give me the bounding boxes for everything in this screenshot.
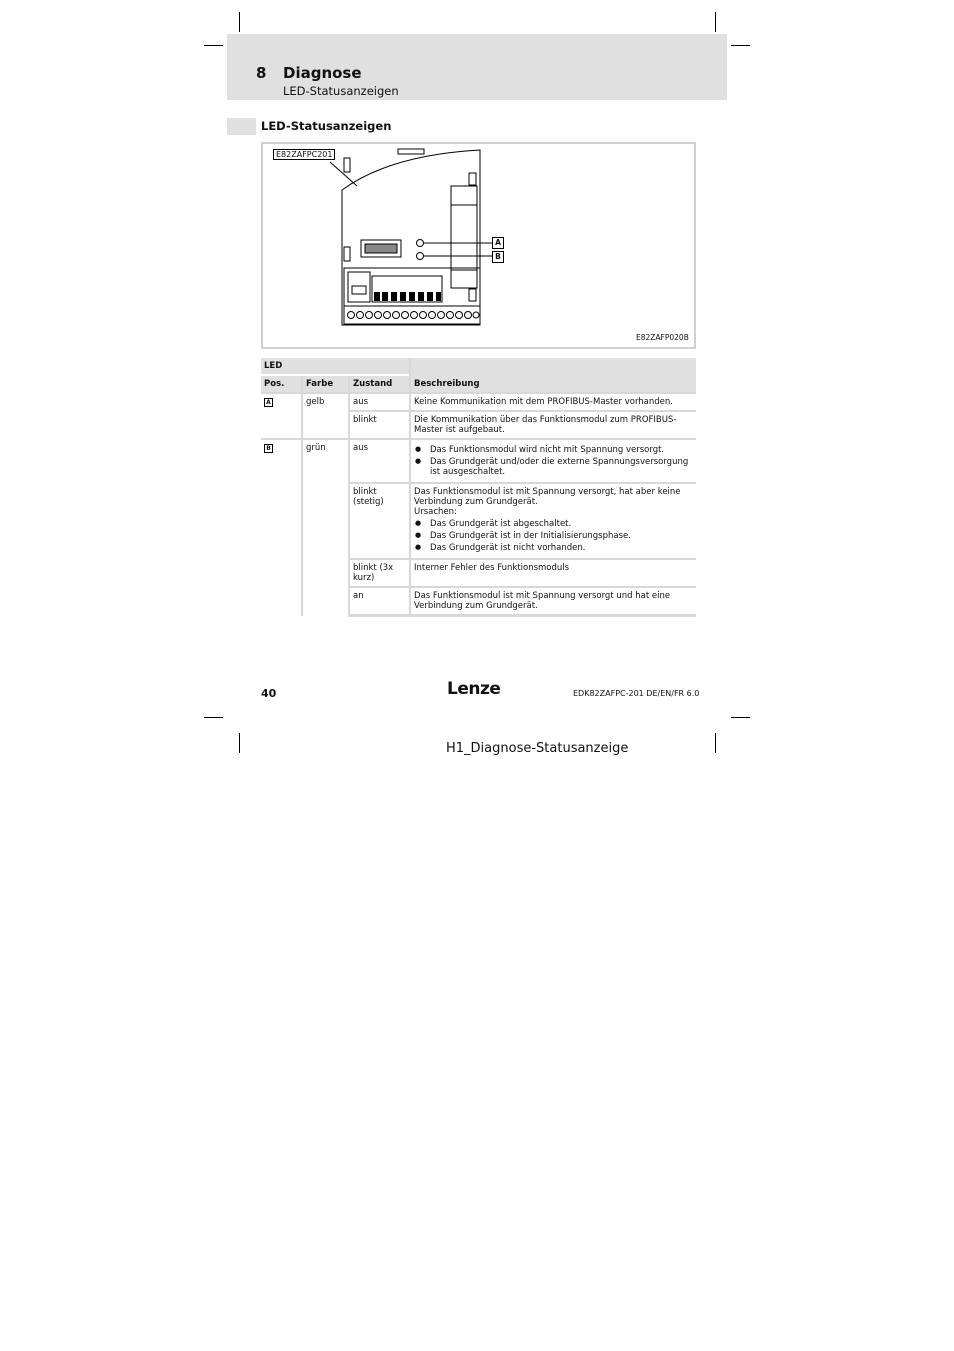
side-clip-mid	[344, 247, 350, 261]
table-group-header: LED	[261, 358, 410, 375]
latch-bottom	[469, 289, 476, 301]
lenze-logo: Lenze	[447, 679, 501, 699]
device-label: E82ZAFPC201	[273, 149, 335, 160]
page-number: 40	[261, 687, 277, 700]
zustand-cell: blinkt	[349, 411, 410, 439]
farbe-cell: grün	[302, 439, 349, 616]
column-header-pos: Pos.	[261, 375, 302, 393]
zustand-cell: blinkt (stetig)	[349, 483, 410, 559]
zustand-cell: aus	[349, 439, 410, 483]
led-a	[417, 240, 424, 247]
table-row	[261, 439, 696, 483]
zustand-cell: an	[349, 587, 410, 616]
side-clip-top	[344, 158, 350, 172]
bullet-item: ● Das Funktionsmodul wird nicht mit Spannung versorgt.	[414, 445, 693, 455]
top-tab	[398, 149, 424, 154]
chapter-number: 8	[256, 64, 267, 82]
column-header-zustand: Zustand	[349, 375, 410, 393]
crop-mark	[731, 717, 750, 718]
page-caption: H1_Diagnose-Statusanzeige	[446, 741, 629, 756]
chapter-subtitle: LED-Statusanzeigen	[283, 84, 399, 98]
callout-b: B	[492, 251, 504, 263]
column-header-beschreibung: Beschreibung	[410, 358, 696, 393]
bullet-item: ● Das Grundgerät und/oder die externe Spannungsversorgung ist ausgeschaltet.	[414, 457, 693, 477]
led-status-table	[261, 358, 696, 617]
latch-top	[469, 173, 476, 185]
causes-label: Ursachen:	[414, 507, 457, 517]
bullet-item: ● Das Grundgerät ist in der Initialisierungsphase.	[414, 531, 693, 541]
beschreibung-cell: Die Kommunikation über das Funktionsmodul zum PROFIBUS-Master ist aufgebaut.	[410, 411, 696, 439]
figure-code: E82ZAFP020B	[636, 333, 689, 342]
connector-slot	[451, 186, 477, 288]
crop-mark	[239, 733, 240, 753]
bullet-item: ● Das Grundgerät ist nicht vorhanden.	[414, 543, 693, 553]
farbe-cell: gelb	[302, 393, 349, 439]
table-row	[261, 393, 696, 411]
zustand-cell: blinkt (3x kurz)	[349, 559, 410, 587]
bullet-item: ● Das Grundgerät ist abgeschaltet.	[414, 519, 693, 529]
document-id: EDK82ZAFPC-201 DE/EN/FR 6.0	[573, 689, 700, 698]
description-text: Das Funktionsmodul ist mit Spannung versorgt, hat aber keine Verbindung zum Grundgerät.	[414, 487, 681, 507]
device-drawing	[0, 0, 954, 400]
crop-mark	[204, 717, 223, 718]
crop-mark	[715, 733, 716, 753]
zustand-cell: aus	[349, 393, 410, 411]
beschreibung-cell: Keine Kommunikation mit dem PROFIBUS-Master vorhanden.	[410, 393, 696, 411]
beschreibung-cell	[410, 483, 696, 559]
beschreibung-cell: Das Funktionsmodul ist mit Spannung versorgt und hat eine Verbindung zum Grundgerät.	[410, 587, 696, 616]
column-header-farbe: Farbe	[302, 375, 349, 393]
pos-cell: A	[261, 393, 302, 439]
chapter-title: Diagnose	[283, 64, 362, 82]
beschreibung-cell: Interner Fehler des Funktionsmoduls	[410, 559, 696, 587]
section-title: LED-Statusanzeigen	[261, 119, 392, 133]
pos-cell: B	[261, 439, 302, 616]
beschreibung-cell	[410, 439, 696, 483]
screw-terminals	[344, 306, 480, 324]
callout-a: A	[492, 237, 504, 249]
led-b	[417, 253, 424, 260]
